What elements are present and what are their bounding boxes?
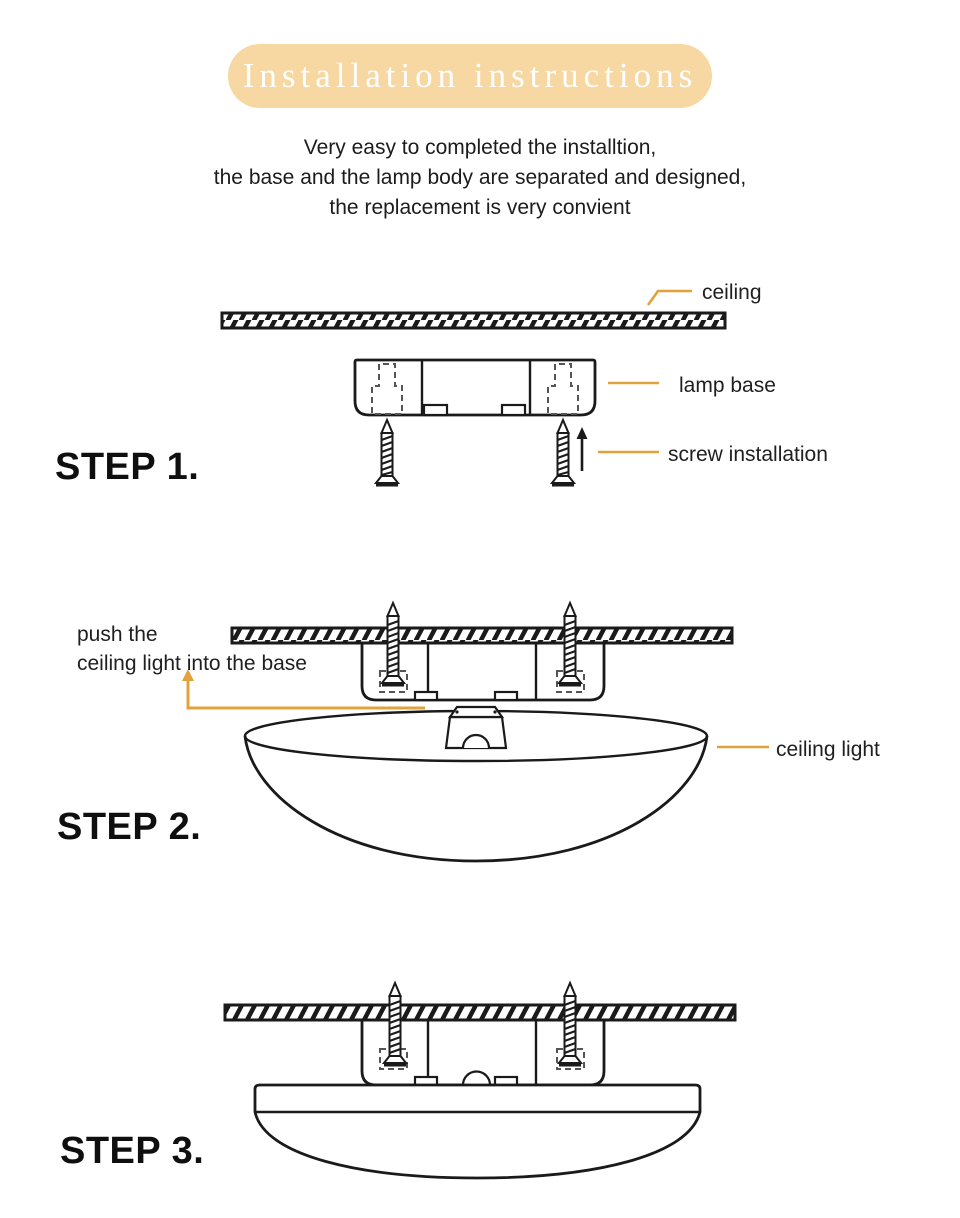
screw-icon [382,603,404,687]
ceiling-light-label: ceiling light [776,738,880,761]
push-instruction-line: push the [77,623,158,646]
screw-slot-dashed [380,1049,584,1069]
ceiling-bar [222,313,725,328]
up-arrow-icon [577,427,588,471]
screw-icon [559,983,581,1067]
dome-connector [446,707,506,748]
banner-title: Installation instructions [228,44,712,108]
screw-icon [552,420,574,487]
ceiling-bar [225,1005,735,1020]
ceiling-light-dome [255,1085,700,1178]
step3-label: STEP 3. [60,1130,205,1172]
step1-label: STEP 1. [55,446,200,488]
intro-line: the base and the lamp body are separated and designed, [213,166,747,189]
screw-icon [384,983,406,1067]
lamp-base-label: lamp base [679,374,776,397]
ceiling-light-dome [245,707,707,861]
screw-icon [376,420,398,487]
ceiling-label: ceiling [702,281,762,304]
step3-diagram [180,975,780,1210]
screw-installation-label: screw installation [668,443,828,466]
ceiling-leader-line [648,291,692,305]
push-instruction [77,620,307,678]
intro-line: the replacement is very convient [329,196,631,219]
step1-diagram [200,275,760,510]
intro-text [0,133,960,223]
screw-slot-dashed [380,671,584,692]
screw-icon [559,603,581,687]
ceiling-bar [232,628,732,643]
step2-label: STEP 2. [57,806,202,848]
push-instruction-line: ceiling light into the base [77,652,307,675]
intro-line: Very easy to completed the installtion, [303,136,657,159]
lamp-base-outline [355,360,595,415]
